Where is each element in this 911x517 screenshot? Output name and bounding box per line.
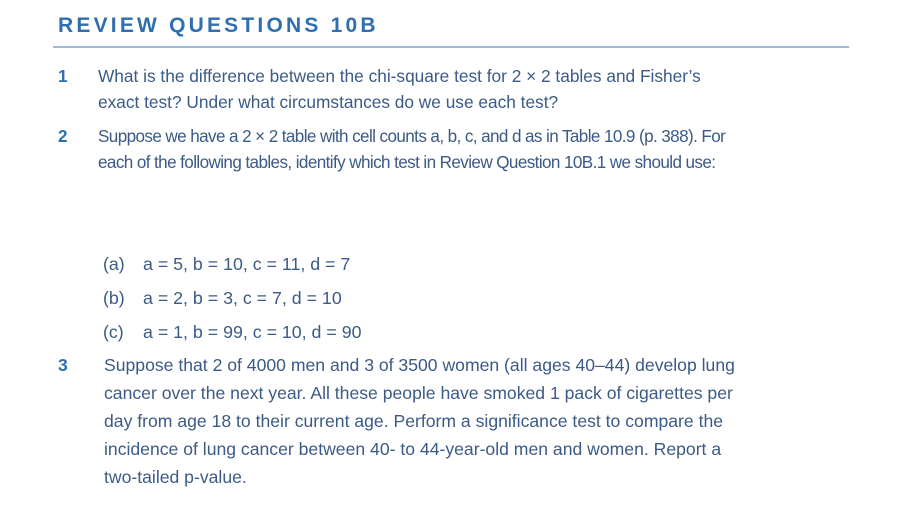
question-line: Suppose we have a 2 × 2 table with cell counts a, b, c, and d as in Table 10.9 (p. 388). For: [98, 127, 726, 146]
question-line: two-tailed p-value.: [104, 467, 247, 487]
part-text: a = 2, b = 3, c = 7, d = 10: [143, 288, 342, 308]
heading-rule: [53, 46, 849, 48]
part-item: [103, 247, 361, 281]
part-label: (c): [103, 322, 124, 342]
part-label: (b): [103, 288, 125, 308]
question-2-parts: [103, 247, 361, 349]
question-line: What is the difference between the chi-square test for 2 × 2 tables and Fisher’s: [98, 66, 701, 86]
part-item: [103, 281, 361, 315]
question-line: incidence of lung cancer between 40- to 44-year-old men and women. Report a: [104, 439, 722, 459]
part-text: a = 5, b = 10, c = 11, d = 7: [143, 254, 351, 274]
section-heading: REVIEW QUESTIONS 10B: [58, 14, 379, 37]
part-item: [103, 315, 361, 349]
question-line: exact test? Under what circumstances do we use each test?: [98, 91, 559, 112]
question-line: day from age 18 to their current age. Perform a significance test to compare the: [104, 411, 724, 431]
question-number: 3: [58, 355, 68, 375]
question-number: 2: [58, 127, 68, 146]
question-line: cancer over the next year. All these people have smoked 1 pack of cigarettes per: [104, 383, 733, 403]
question-text: [98, 64, 701, 115]
part-label: (a): [103, 254, 125, 274]
question-number: 1: [58, 66, 68, 86]
question-text: [104, 351, 735, 491]
question-text: [98, 124, 725, 175]
question-line: Suppose that 2 of 4000 men and 3 of 3500 women (all ages 40–44) develop lung: [104, 355, 735, 375]
part-text: a = 1, b = 99, c = 10, d = 90: [143, 322, 362, 342]
question-line: each of the following tables, identify which test in Review Question 10B.1 we should use:: [98, 152, 716, 172]
